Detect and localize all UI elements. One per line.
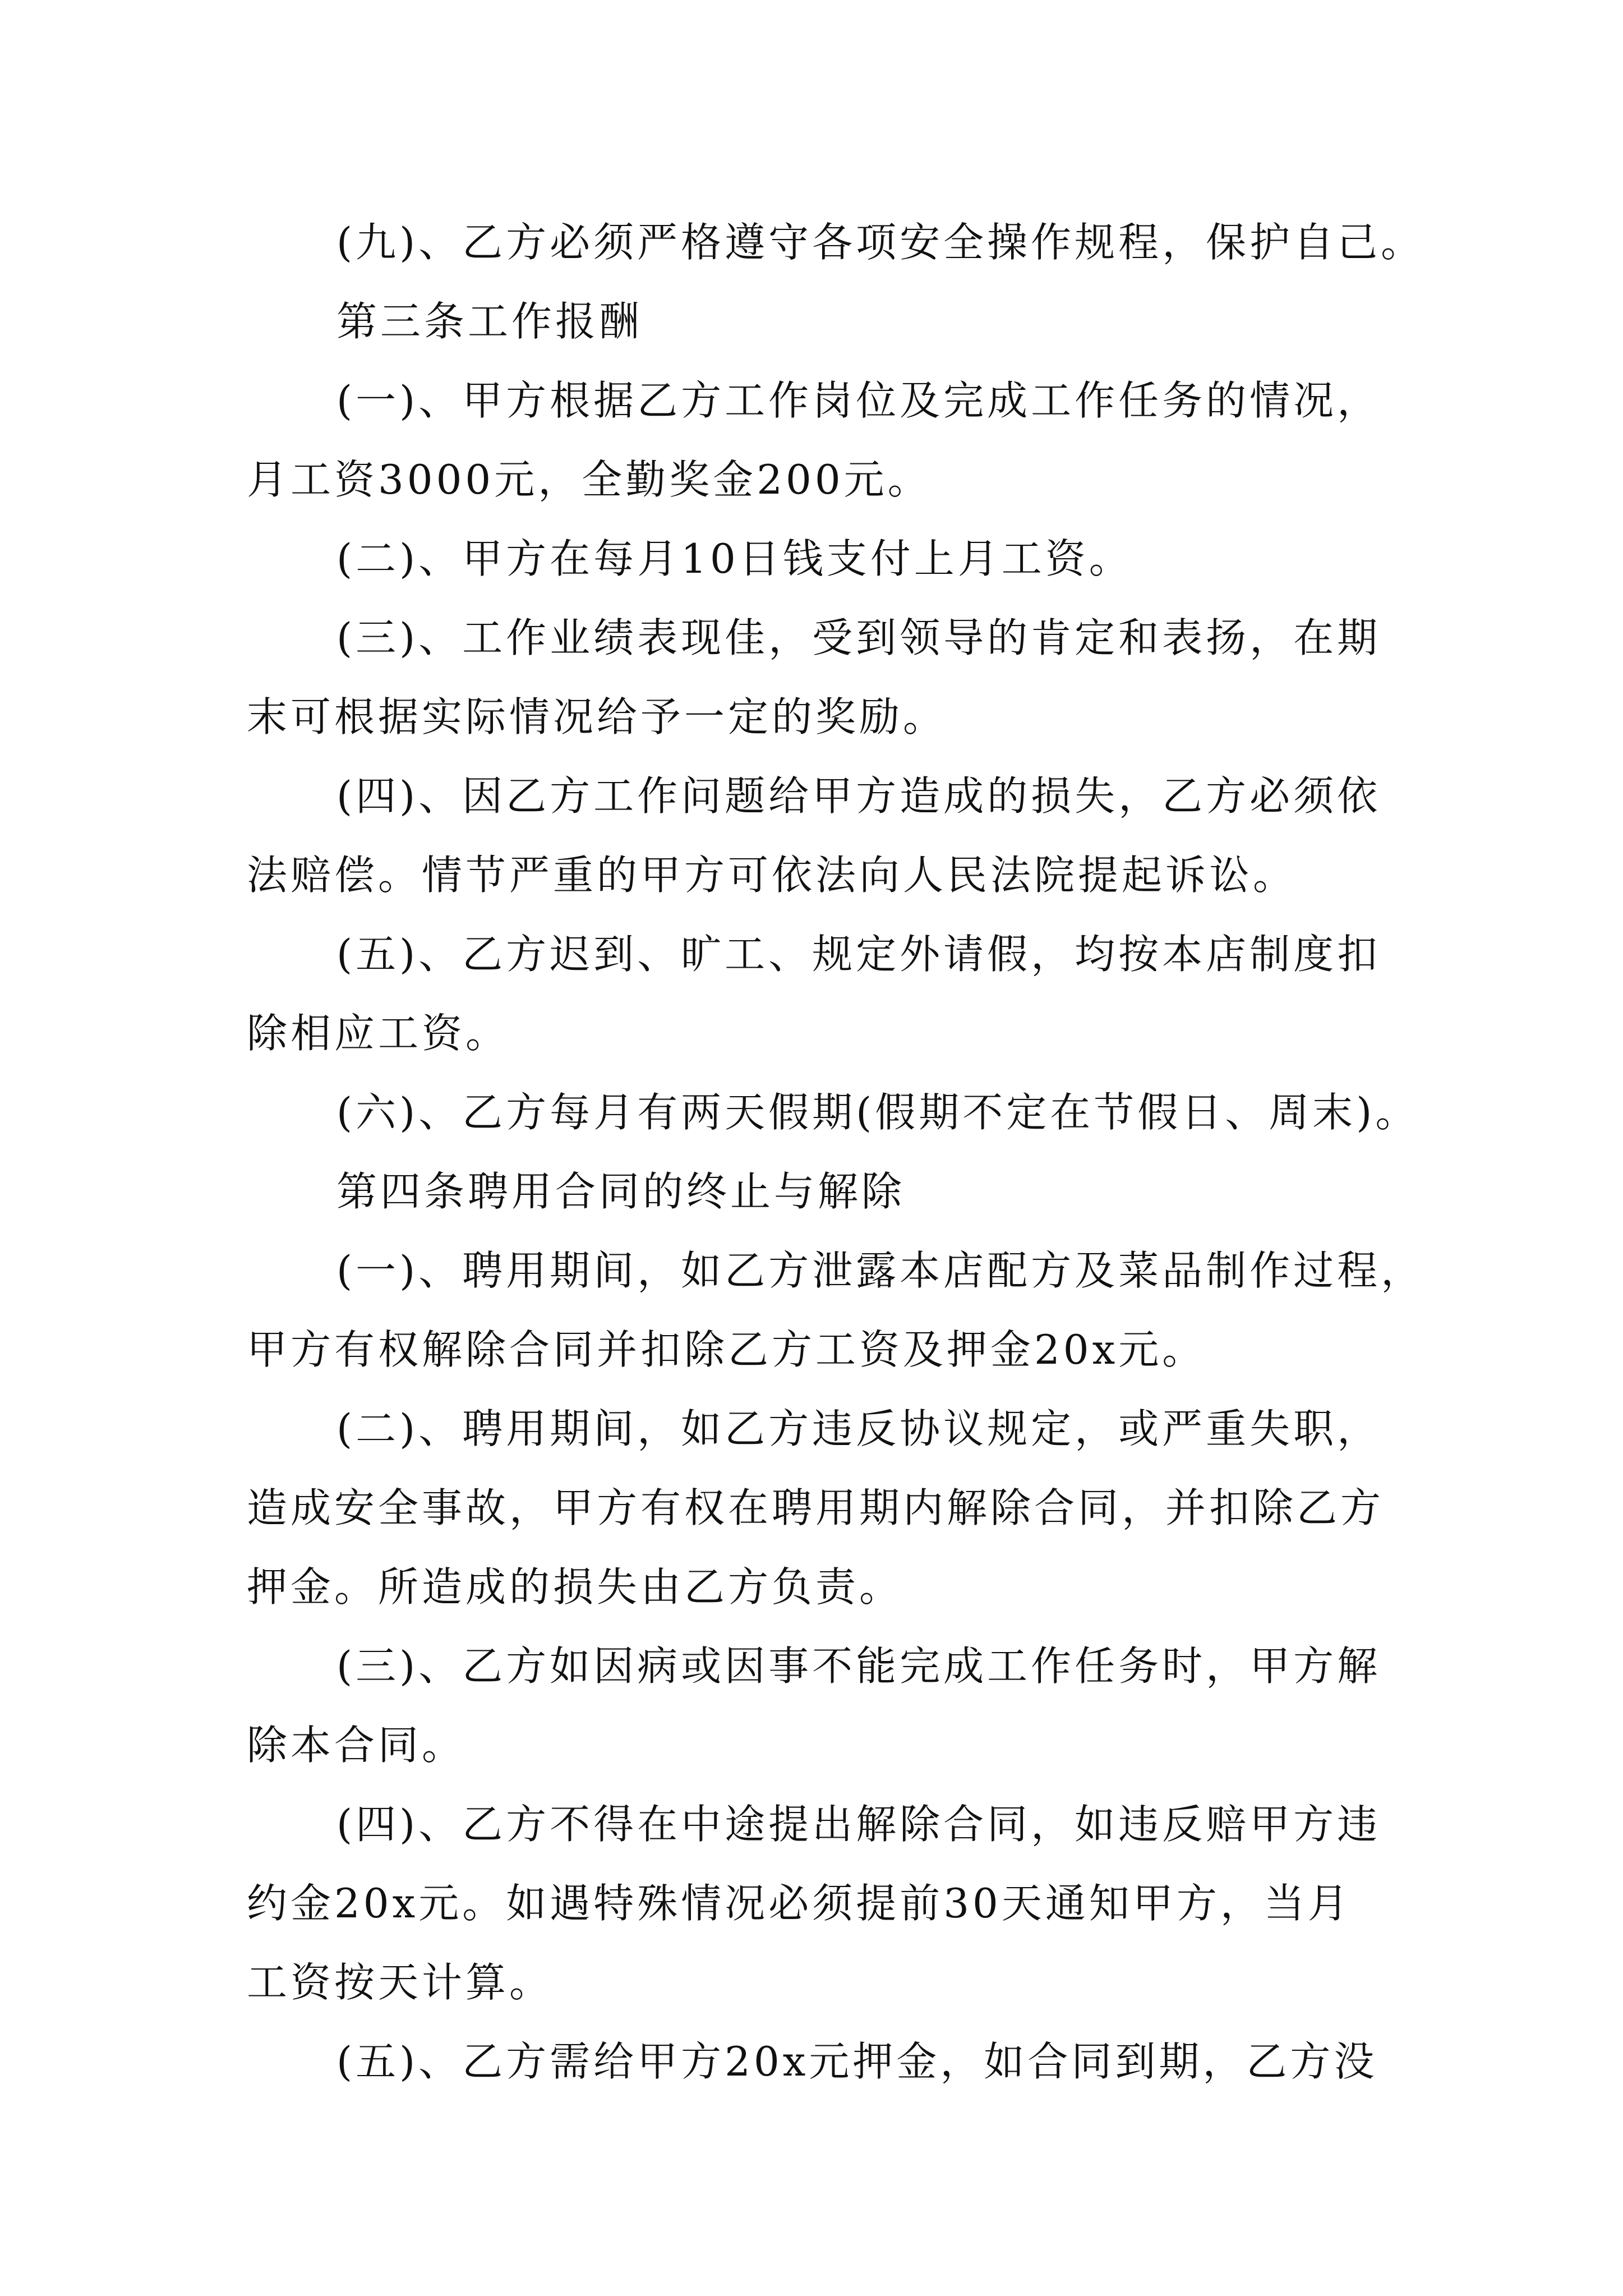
- paragraph-line: (四)、因乙方工作问题给甲方造成的损失，乙方必须依: [336, 772, 1381, 820]
- paragraph-line: 除本合同。: [247, 1722, 466, 1769]
- paragraph-line: 甲方有权解除合同并扣除乙方工资及押金20x元。: [247, 1326, 1206, 1373]
- paragraph-line: 押金。所造成的损失由乙方负责。: [247, 1563, 903, 1611]
- paragraph-line: 造成安全事故，甲方有权在聘用期内解除合同，并扣除乙方: [247, 1484, 1385, 1531]
- paragraph-line: (一)、甲方根据乙方工作岗位及完成工作任务的情况，: [336, 377, 1381, 424]
- section-heading-article-3: 第三条工作报酬: [336, 298, 643, 345]
- paragraph-line: 除相应工资。: [247, 1010, 510, 1057]
- paragraph-line: (三)、乙方如因病或因事不能完成工作任务时，甲方解: [336, 1642, 1381, 1690]
- paragraph-line: (一)、聘用期间，如乙方泄露本店配方及菜品制作过程，: [336, 1247, 1425, 1294]
- section-heading-article-4: 第四条聘用合同的终止与解除: [336, 1168, 906, 1215]
- paragraph-line: (二)、聘用期间，如乙方违反协议规定，或严重失职，: [336, 1405, 1381, 1452]
- paragraph-line: (五)、乙方迟到、旷工、规定外请假，均按本店制度扣: [336, 931, 1381, 978]
- paragraph-line: 法赔偿。情节严重的甲方可依法向人民法院提起诉讼。: [247, 852, 1297, 899]
- paragraph-line: (五)、乙方需给甲方20x元押金，如合同到期，乙方没: [336, 2038, 1378, 2085]
- paragraph-line: 末可根据实际情况给予一定的奖励。: [247, 693, 947, 740]
- paragraph-line: (九)、乙方必须严格遵守各项安全操作规程，保护自己。: [336, 219, 1425, 266]
- document-body: [247, 203, 1425, 2101]
- paragraph-line: (四)、乙方不得在中途提出解除合同，如违反赔甲方违: [336, 1801, 1381, 1848]
- paragraph-line: (六)、乙方每月有两天假期(假期不定在节假日、周末)。: [336, 1089, 1419, 1136]
- paragraph-line: (二)、甲方在每月10日钱支付上月工资。: [336, 535, 1133, 582]
- paragraph-line: 工资按天计算。: [247, 1959, 554, 2006]
- paragraph-line: (三)、工作业绩表现佳，受到领导的肯定和表扬，在期: [336, 614, 1381, 661]
- paragraph-line: 约金20x元。如遇特殊情况必须提前30天通知甲方，当月: [247, 1880, 1352, 1927]
- paragraph-line: 月工资3000元，全勤奖金200元。: [247, 456, 932, 503]
